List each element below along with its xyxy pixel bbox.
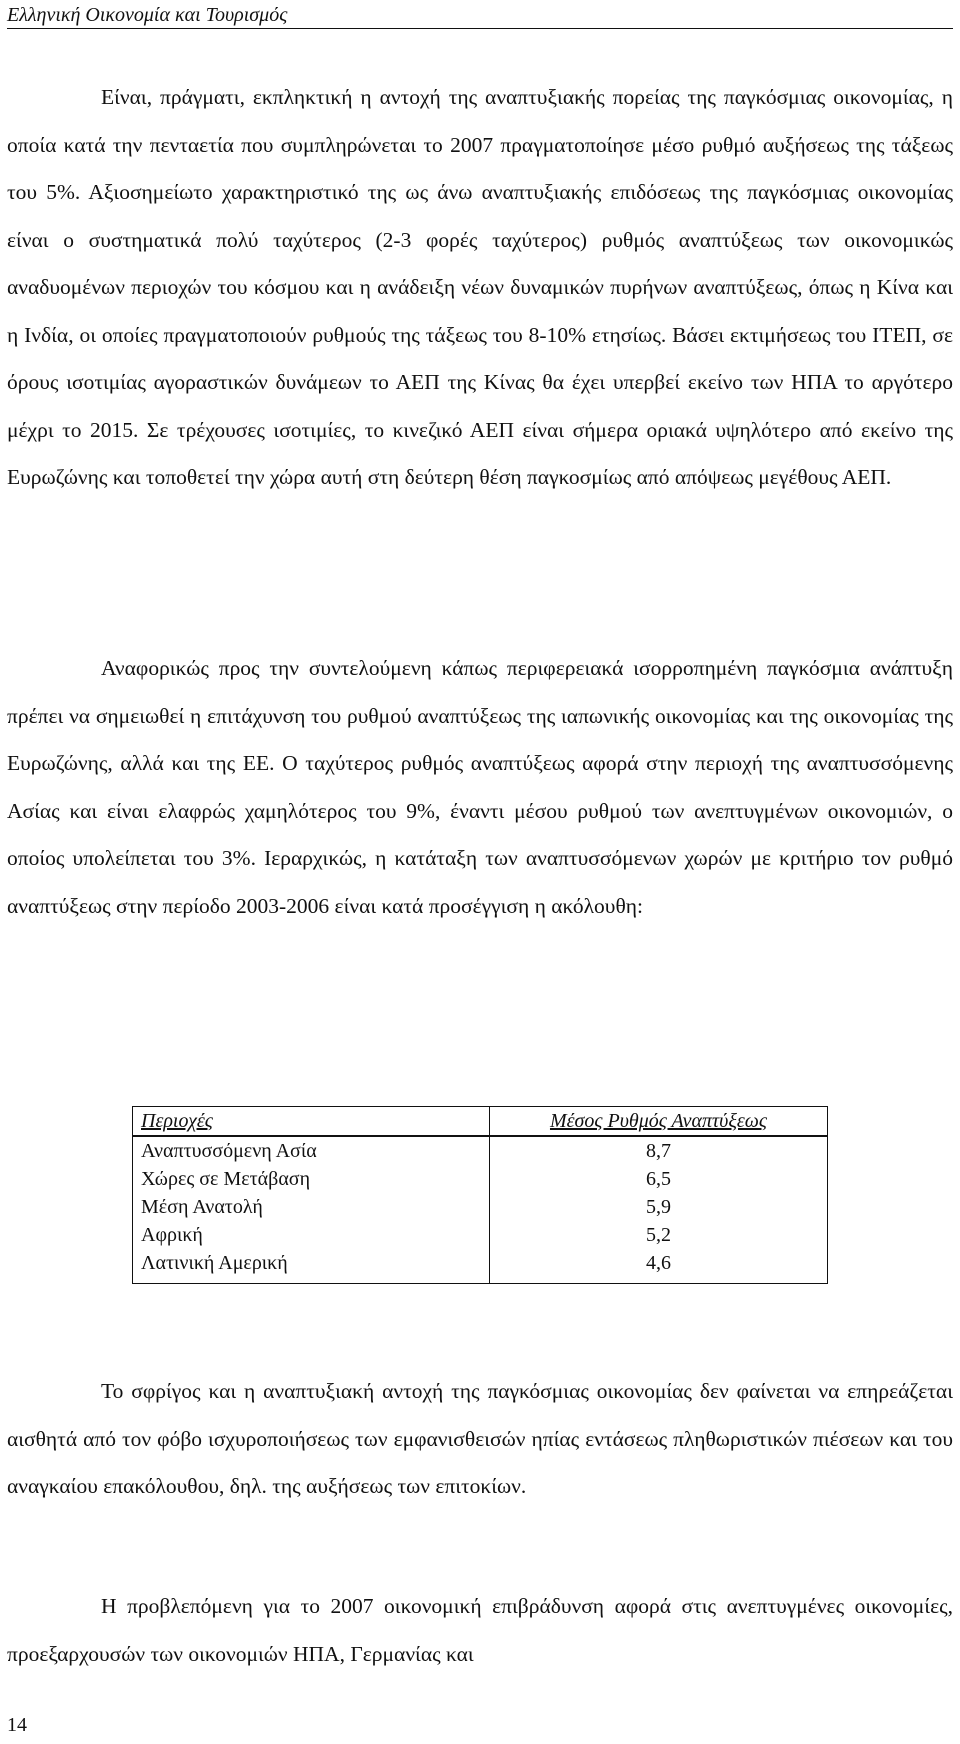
column-header-region: Περιοχές [133,1107,490,1137]
region-cell: Χώρες σε Μετάβαση [133,1165,490,1193]
growth-rate-cell: 6,5 [490,1165,828,1193]
header-rule [7,28,953,29]
table-row [133,1193,828,1221]
paragraph-inflation-resilience: Το σφρίγος και η αναπτυξιακή αντοχή της παγκόσμιας οικονομίας δεν φαίνεται να επηρεάζεται αισθητά από τον φόβο ισχυροποιήσεως των εμφανισθεισών ηπίας εντάσεως πληθωριστικών πιέσεων και του αναγκαίου επακόλουθου, δηλ. της αυξήσεως των επιτοκίων. [7,1379,953,1498]
growth-rate-cell: 8,7 [490,1136,828,1165]
table-row [133,1136,828,1165]
growth-rate-cell: 4,6 [490,1249,828,1284]
column-header-growth-rate: Μέσος Ρυθμός Αναπτύξεως [490,1107,828,1137]
region-cell: Λατινική Αμερική [133,1249,490,1284]
region-cell: Αφρική [133,1221,490,1249]
region-cell: Αναπτυσσόμενη Ασία [133,1136,490,1165]
table-header-row [133,1107,828,1137]
growth-rate-table [132,1106,828,1284]
region-cell: Μέση Ανατολή [133,1193,490,1221]
growth-rate-cell: 5,9 [490,1193,828,1221]
table-row [133,1221,828,1249]
paragraph-global-growth: Είναι, πράγματι, εκπληκτική η αντοχή της αναπτυξιακής πορείας της παγκόσμιας οικονομίας, η οποία κατά την πενταετία που συμπληρώνεται το 2007 πραγματοποίησε μέσο ρυθμό αυξήσεως της τάξεως του 5%. Αξιοσημείωτο χαρακτηριστικό της ως άνω αναπτυξιακής επιδόσεως της παγκόσμιας οικονομίας είναι ο συστηματικά πολύ ταχύτερος (2-3 φορές ταχύτερος) ρυθμός αναπτύξεως των οικονομικώς αναδυομένων περιοχών του κόσμου και η ανάδειξη νέων δυναμικών πυρήνων αναπτύξεως, όπως η Κίνα και η Ινδία, οι οποίες πραγματοποιούν ρυθμούς της τάξεως του 8-10% ετησίως. Βάσει εκτιμήσεως του ΙΤΕΠ, σε όρους ισοτιμίας αγοραστικών δυνάμεων το ΑΕΠ της Κίνας θα έχει υπερβεί εκείνο των ΗΠΑ το αργότερο μέχρι το 2015. Σε τρέχουσες ισοτιμίες, το κινεζικό ΑΕΠ είναι σήμερα οριακά υψηλότερο από εκείνο της Ευρωζώνης και τοποθετεί την χώρα αυτή στη δεύτερη θέση παγκοσμίως από απόψεως μεγέθους ΑΕΠ. [7,85,953,489]
running-header: Ελληνική Οικονομία και Τουρισμός [7,4,288,26]
table-row [133,1165,828,1193]
page-number: 14 [7,1714,27,1736]
paragraph-regional-growth: Αναφορικώς προς την συντελούμενη κάπως περιφερειακά ισορροπημένη παγκόσμια ανάπτυξη πρέπει να σημειωθεί η επιτάχυνση του ρυθμού αναπτύξεως της ιαπωνικής οικονομίας και της οικονομίας της Ευρωζώνης, αλλά και της ΕΕ. Ο ταχύτερος ρυθμός αναπτύξεως αφορά στην περιοχή της αναπτυσσόμενης Ασίας και είναι ελαφρώς χαμηλότερος του 9%, έναντι μέσου ρυθμού των ανεπτυγμένων οικονομιών, ο οποίος υπολείπεται του 3%. Ιεραρχικώς, η κατάταξη των αναπτυσσόμενων χωρών με κριτήριο τον ρυθμό αναπτύξεως στην περίοδο 2003-2006 είναι κατά προσέγγιση η ακόλουθη: [7,656,953,918]
table-row [133,1249,828,1284]
paragraph-2007-slowdown: Η προβλεπόμενη για το 2007 οικονομική επιβράδυνση αφορά στις ανεπτυγμένες οικονομίες, προεξαρχουσών των οικονομιών ΗΠΑ, Γερμανίας και [7,1594,953,1666]
growth-rate-cell: 5,2 [490,1221,828,1249]
